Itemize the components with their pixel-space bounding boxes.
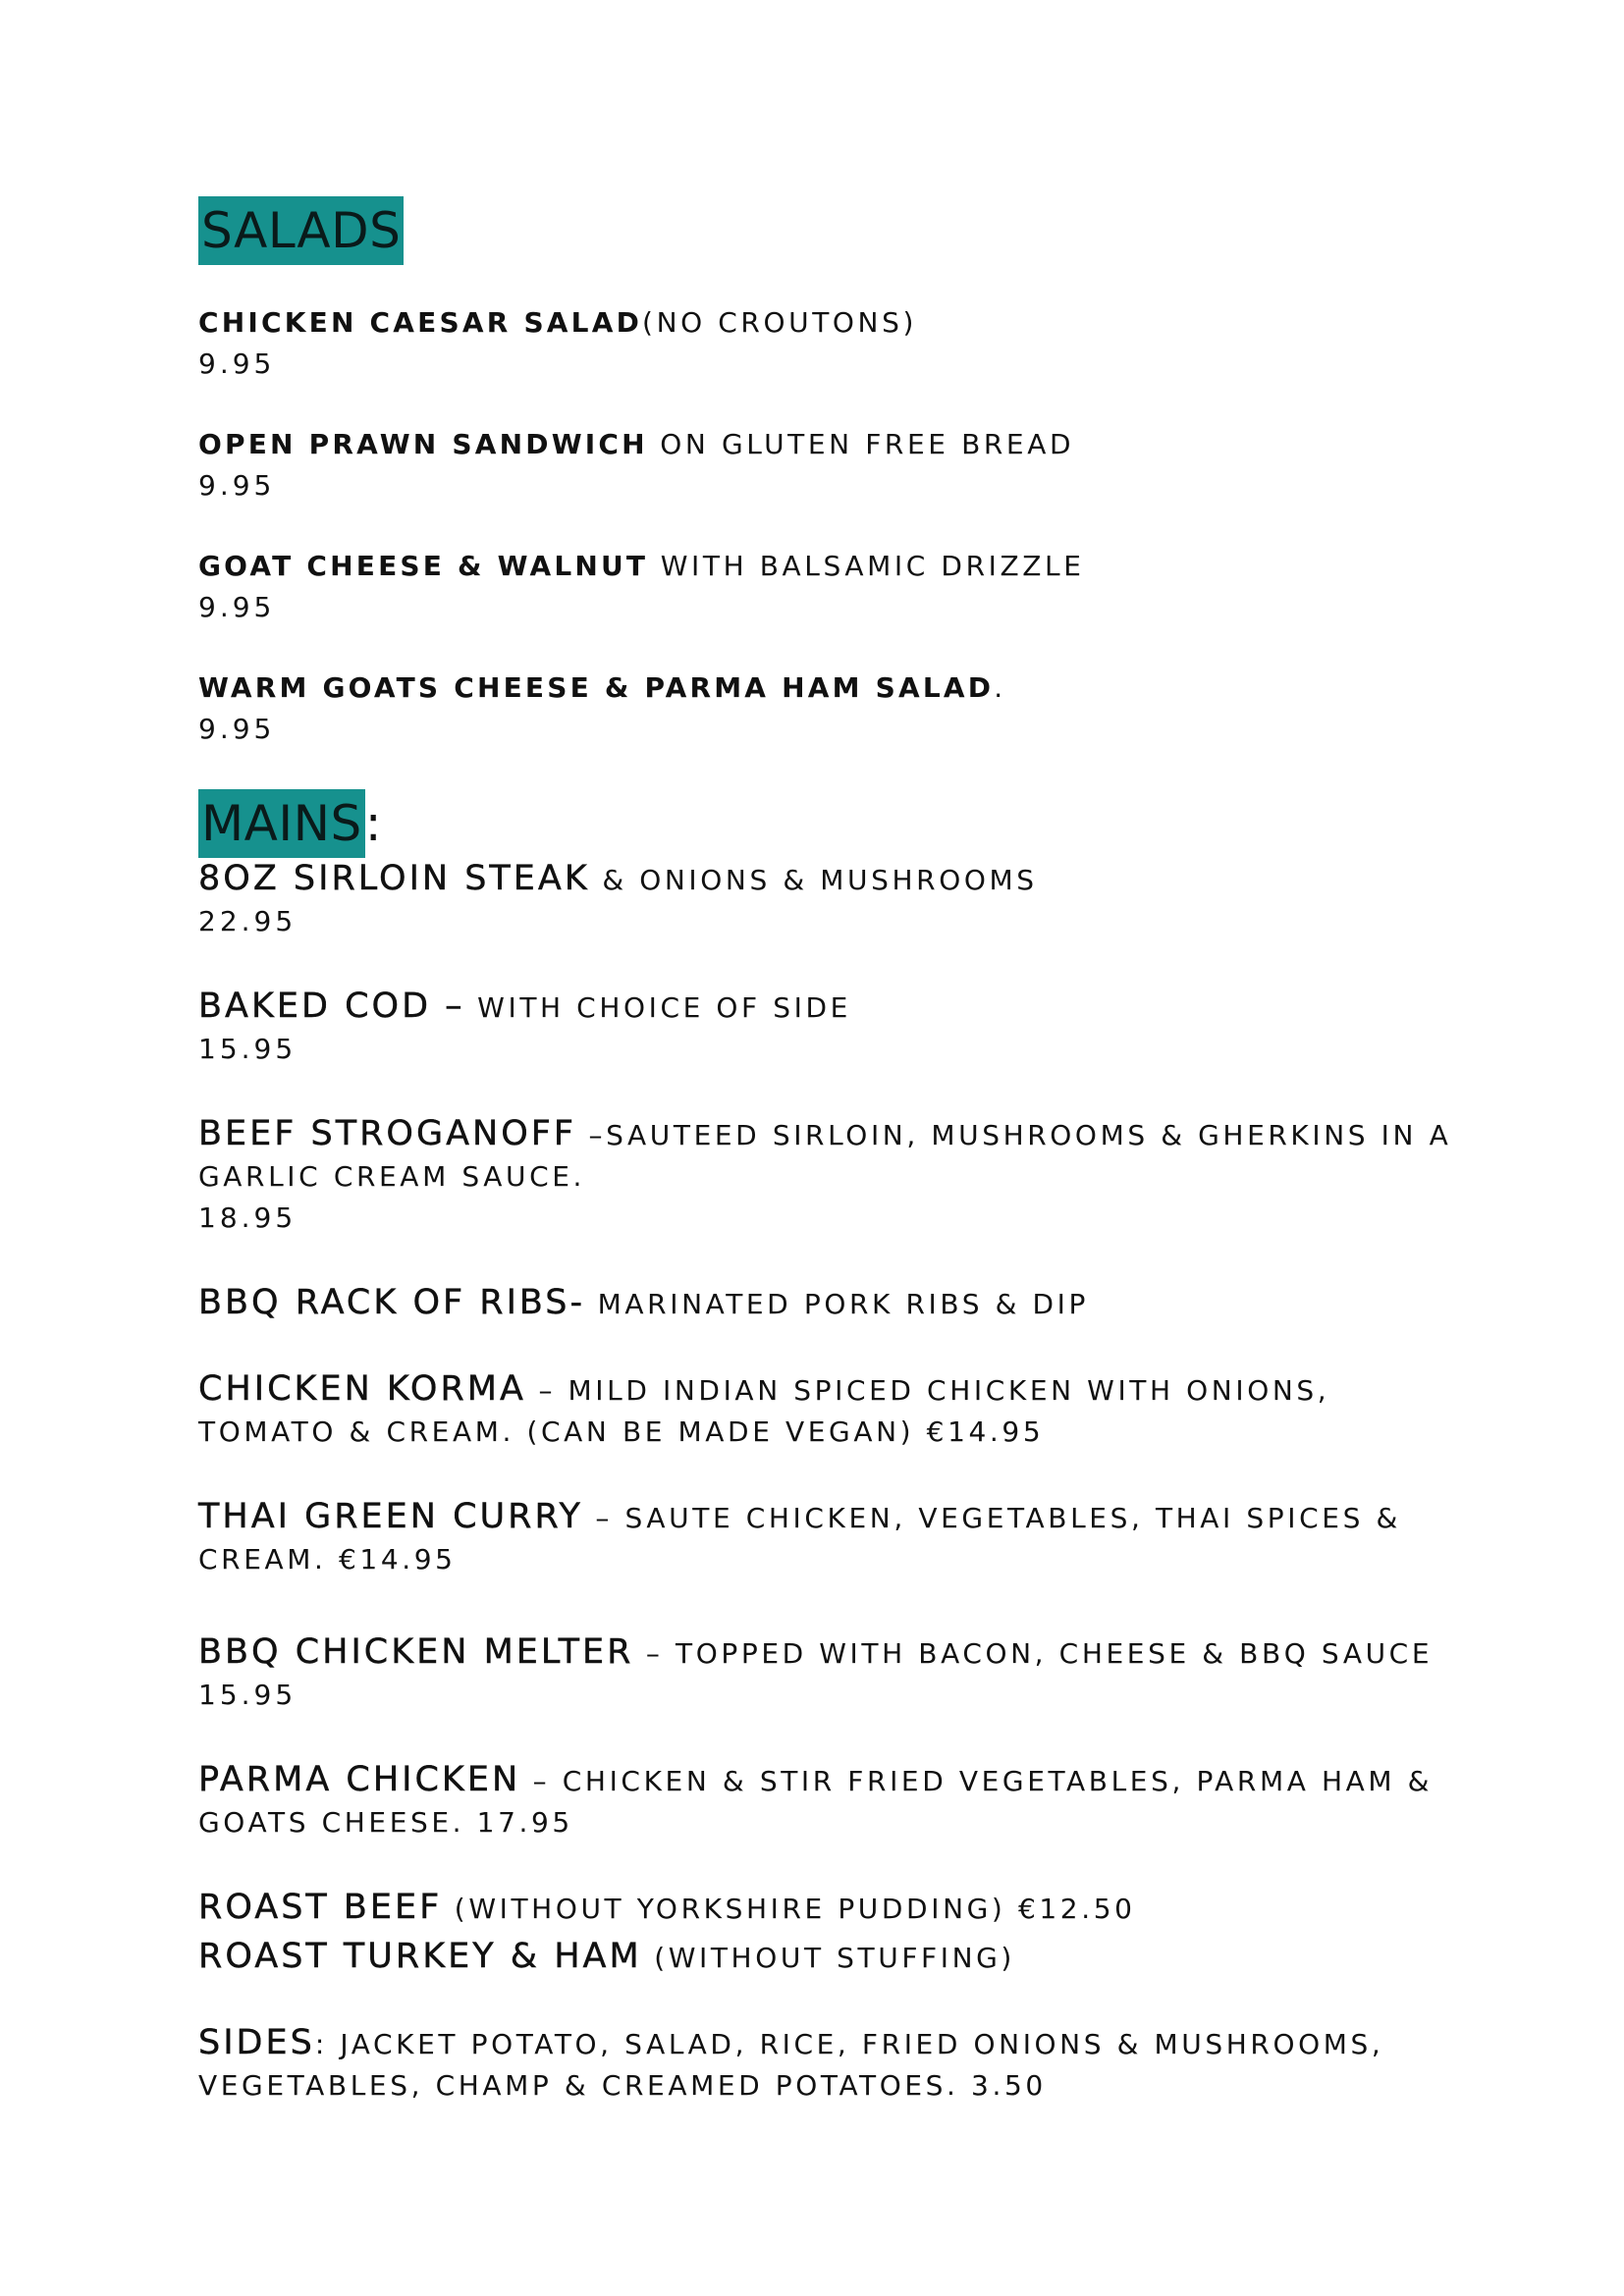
mains-section [198, 789, 1475, 2107]
menu-page [198, 196, 1475, 2107]
sides-list [198, 2022, 1475, 2107]
item-desc: MARINATED PORK RIBS & DIP [585, 1288, 1090, 1320]
menu-item-open-prawn [198, 424, 1475, 507]
item-name: BBQ RACK OF RIBS- [198, 1283, 586, 1322]
item-name: WARM GOATS CHEESE & PARMA HAM SALAD [198, 671, 995, 704]
menu-item-goat-cheese-walnut [198, 546, 1475, 628]
item-name: PARMA CHICKEN [198, 1760, 521, 1799]
menu-item-beef-stroganoff [198, 1113, 1475, 1239]
item-name: BAKED COD – [198, 987, 465, 1026]
item-desc: ON GLUTEN FREE BREAD [647, 428, 1075, 460]
item-name: GOAT CHEESE & WALNUT [198, 550, 649, 582]
item-desc: WITH CHOICE OF SIDE [464, 991, 851, 1024]
menu-item-parma-chicken [198, 1759, 1475, 1843]
item-name: ROAST BEEF [198, 1888, 443, 1927]
item-desc: – TOPPED WITH BACON, CHEESE & BBQ SAUCE [633, 1637, 1434, 1670]
item-desc: –SAUTEED SIRLOIN, MUSHROOMS & GHERKINS IN A GARLIC CREAM SAUCE. [198, 1119, 1452, 1193]
item-price: 9.95 [198, 347, 276, 380]
item-name: ROAST TURKEY & HAM [198, 1937, 642, 1976]
menu-item-baked-cod [198, 986, 1475, 1070]
menu-item-bbq-ribs [198, 1282, 1475, 1325]
menu-item-roast-turkey-ham [198, 1936, 1475, 1979]
item-name: OPEN PRAWN SANDWICH [198, 428, 648, 460]
menu-item-sirloin-steak [198, 858, 1475, 942]
mains-heading-colon: : [364, 795, 382, 852]
item-price: 9.95 [198, 469, 276, 502]
sides-label: SIDES [198, 2023, 315, 2062]
item-name: 8OZ SIRLOIN STEAK [198, 859, 590, 898]
item-price: 22.95 [198, 905, 298, 937]
item-price: 18.95 [198, 1201, 298, 1234]
item-desc: (WITHOUT YORKSHIRE PUDDING) €12.50 [442, 1893, 1136, 1925]
sides-desc: : JACKET POTATO, SALAD, RICE, FRIED ONIONS & MUSHROOMS, VEGETABLES, CHAMP & CREAMED POTATOES. 3.50 [198, 2028, 1384, 2102]
mains-heading-wrap [198, 789, 1475, 858]
item-desc: (WITHOUT STUFFING) [641, 1942, 1015, 1974]
menu-item-bbq-chicken-melter [198, 1631, 1475, 1716]
menu-item-chicken-korma [198, 1368, 1475, 1453]
salads-section [198, 196, 1475, 750]
item-desc: . [994, 671, 1006, 704]
item-price: 9.95 [198, 591, 276, 623]
item-price: 15.95 [198, 1033, 298, 1065]
salads-heading-wrap [198, 196, 1475, 265]
item-desc: WITH BALSAMIC DRIZZLE [648, 550, 1085, 582]
menu-item-chicken-caesar [198, 302, 1475, 385]
item-desc: – CHICKEN & STIR FRIED VEGETABLES, PARMA HAM & GOATS CHEESE. 17.95 [198, 1765, 1434, 1839]
item-name: BEEF STROGANOFF [198, 1114, 577, 1153]
mains-heading: MAINS [198, 789, 365, 858]
salads-heading: SALADS [198, 196, 404, 265]
item-price: 9.95 [198, 713, 276, 745]
item-desc: & ONIONS & MUSHROOMS [589, 864, 1038, 896]
item-name: BBQ CHICKEN MELTER [198, 1632, 634, 1672]
menu-item-warm-goats-cheese [198, 667, 1475, 750]
menu-item-thai-green-curry [198, 1496, 1475, 1580]
item-desc: (NO CROUTONS) [642, 306, 917, 339]
item-desc: – SAUTE CHICKEN, VEGETABLES, THAI SPICES & CREAM. €14.95 [198, 1502, 1401, 1575]
menu-item-roast-beef [198, 1887, 1475, 1930]
item-name: CHICKEN KORMA [198, 1369, 526, 1409]
item-desc: – MILD INDIAN SPICED CHICKEN WITH ONIONS, TOMATO & CREAM. (CAN BE MADE VEGAN) €14.95 [198, 1374, 1330, 1448]
item-name: CHICKEN CAESAR SALAD [198, 306, 643, 339]
item-name: THAI GREEN CURRY [198, 1497, 583, 1536]
item-price: 15.95 [198, 1679, 298, 1711]
